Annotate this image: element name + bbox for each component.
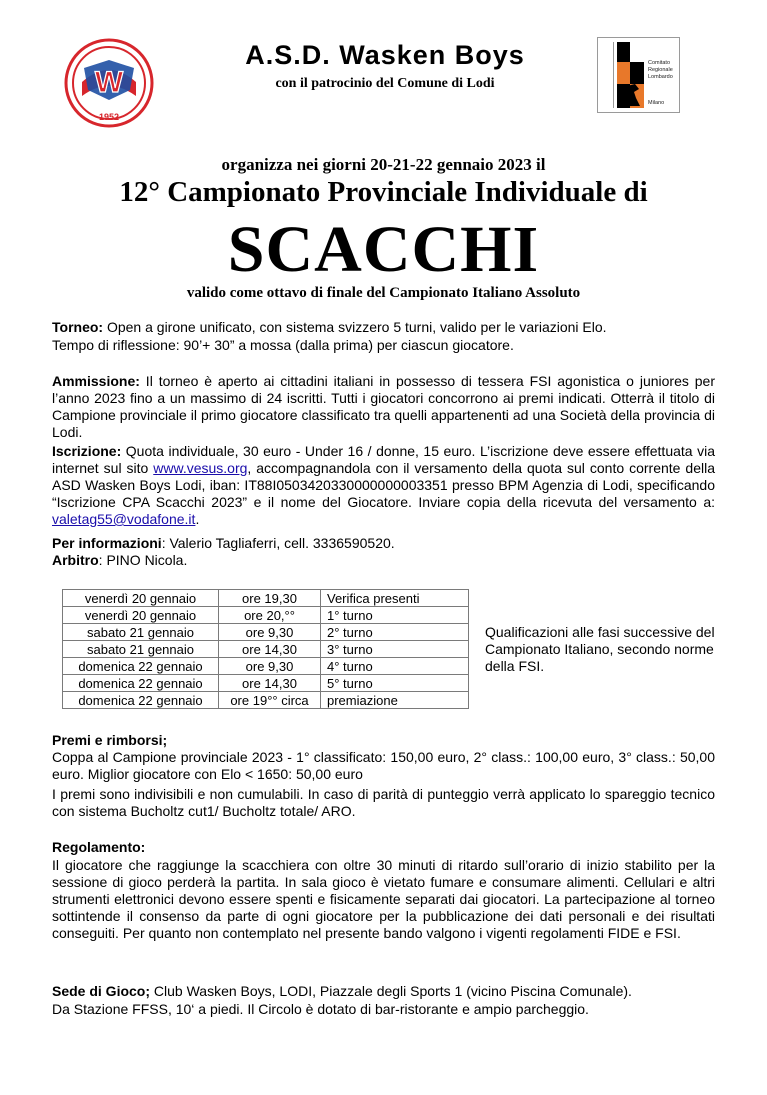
info-line: [52, 535, 395, 552]
wasken-boys-logo: [64, 38, 154, 128]
schedule-event: 1° turno: [321, 607, 469, 624]
schedule-time: ore 19°° circa: [219, 692, 321, 709]
ammissione-text: Il torneo è aperto ai cittadini italiani in possesso di tessera FSI agonistica o juniores per l’anno 2023 fino a un massimo di 24 iscritti. Tutti i giocatori concorrono ai premi indicati. Otterrà il titolo di Campione provinciale il primo giocatore classificato tra quelli appartenenti ad una Società della provincia di Lodi.: [52, 373, 715, 440]
arbitro-label: Arbitro: [52, 552, 99, 568]
schedule-time: ore 9,30: [219, 624, 321, 641]
schedule-day: domenica 22 gennaio: [63, 675, 219, 692]
schedule-time: ore 19,30: [219, 590, 321, 607]
info-label: Per informazioni: [52, 535, 162, 551]
ammissione-paragraph: [52, 373, 715, 441]
arbitro-text: : PINO Nicola.: [98, 552, 188, 568]
iscrizione-paragraph: [52, 443, 715, 528]
regolamento-text: Il giocatore che raggiunge la scacchiera con oltre 30 minuti di ritardo sull’orario di inizio stabilito per la sessione di gioco perderà la partita. In sala gioco è vietato fumare e consumare alimenti. Cellulari e altri strumenti elettronici devono essere spenti e fisicamente separati dai giocatori. La partecipazione al torneo sottintende il consenso da parte di ogni giocatore per la pubblicazione dei dati personali e dei risultati conseguiti. Per quanto non contemplato nel presente bando valgono i vigenti regolamenti FIDE e FSI.: [52, 857, 715, 941]
chess-knight-icon: [617, 42, 644, 108]
schedule-time: ore 20,°°: [219, 607, 321, 624]
schedule-event: 2° turno: [321, 624, 469, 641]
championship-title: 12° Campionato Provinciale Individuale di: [119, 176, 648, 208]
schedule-event: 4° turno: [321, 658, 469, 675]
crl-logo: [597, 37, 680, 113]
crl-line-3: Lombardo: [648, 74, 673, 80]
schedule-time: ore 14,30: [219, 641, 321, 658]
vesus-link[interactable]: www.vesus.org: [153, 460, 248, 476]
schedule-table: [62, 589, 469, 709]
sede-text: Club Wasken Boys, LODI, Piazzale degli Sports 1 (vicino Piscina Comunale).: [150, 983, 632, 999]
table-row: [63, 590, 469, 607]
schedule-day: sabato 21 gennaio: [63, 624, 219, 641]
schedule-day: venerdì 20 gennaio: [63, 607, 219, 624]
table-row: [63, 641, 469, 658]
torneo-text: Open a girone unificato, con sistema svizzero 5 turni, valido per le variazioni Elo.: [103, 319, 607, 335]
schedule-day: venerdì 20 gennaio: [63, 590, 219, 607]
email-link[interactable]: valetag55@vodafone.it: [52, 511, 196, 527]
crl-city: Milano: [648, 100, 665, 106]
schedule-event: 3° turno: [321, 641, 469, 658]
main-title: SCACCHI: [227, 213, 540, 286]
schedule-day: domenica 22 gennaio: [63, 658, 219, 675]
premi-label: Premi e rimborsi;: [52, 732, 168, 748]
schedule-day: domenica 22 gennaio: [63, 692, 219, 709]
schedule-event: Verifica presenti: [321, 590, 469, 607]
dates-line: organizza nei giorni 20-21-22 gennaio 2023 il: [221, 155, 546, 174]
schedule-event: 5° turno: [321, 675, 469, 692]
iscrizione-text-c: .: [195, 511, 200, 527]
arbitro-line: [52, 552, 187, 569]
table-row: [63, 658, 469, 675]
torneo-label: Torneo:: [52, 319, 104, 335]
torneo-line-1: [52, 319, 607, 336]
table-row: [63, 692, 469, 709]
org-title: A.S.D. Wasken Boys: [245, 40, 525, 70]
info-text: : Valerio Tagliaferri, cell. 3336590520.: [161, 535, 395, 551]
schedule-time: ore 14,30: [219, 675, 321, 692]
crl-line-2: Regionale: [648, 67, 673, 73]
patronage-line: con il patrocinio del Comune di Lodi: [275, 76, 495, 91]
schedule-day: sabato 21 gennaio: [63, 641, 219, 658]
iscrizione-label: Iscrizione:: [52, 443, 122, 459]
iscrizione-text-b: , accompagnandola con il versamento della quota sul conto corrente della ASD Wasken Boys Lodi, iban: IT88I0503420330000000003351 presso BPM Agenzia di Lodi, specificando “Iscrizione CPA Scacchi 2023” e il nome del Giocatore. Inviare copia della ricevuta del versamento a:: [52, 460, 715, 510]
sede-line-1: [52, 983, 632, 1000]
iscrizione-text-a: Quota individuale, 30 euro - Under 16 / donne, 15 euro. L’iscrizione deve essere effettuata via internet sul sito: [52, 443, 715, 476]
sede-label: Sede di Gioco;: [52, 983, 151, 999]
validity-line: valido come ottavo di finale del Campionato Italiano Assoluto: [186, 285, 581, 301]
logo-left-year: 1952: [98, 112, 120, 122]
torneo-line-2: Tempo di riflessione: 90’+ 30” a mossa (dalla prima) per ciascun giocatore.: [52, 337, 514, 353]
table-row: [63, 607, 469, 624]
regolamento-label: Regolamento:: [52, 839, 146, 855]
ammissione-label: Ammissione:: [52, 373, 140, 389]
schedule-time: ore 9,30: [219, 658, 321, 675]
logo-left-letter: W: [94, 66, 124, 99]
premi-text-1: Coppa al Campione provinciale 2023 - 1° classificato: 150,00 euro, 2° class.: 100,00 euro, 3° class.: 50,00 euro. Miglior giocatore con Elo < 1650: 50,00 euro: [52, 749, 715, 782]
schedule-event: premiazione: [321, 692, 469, 709]
crl-line-1: Comitato: [648, 60, 671, 66]
table-row: [63, 675, 469, 692]
premi-text-2: I premi sono indivisibili e non cumulabili. In caso di parità di punteggio verrà applicato lo spareggio tecnico con sistema Bucholtz cut1/ Bucholtz totale/ ARO.: [52, 786, 715, 819]
sede-line-2: Da Stazione FFSS, 10‘ a piedi. Il Circolo è dotato di bar-ristorante e ampio parcheggio.: [52, 1001, 589, 1017]
qualification-note: Qualificazioni alle fasi successive del Campionato Italiano, secondo norme della FSI.: [485, 624, 715, 674]
table-row: [63, 624, 469, 641]
